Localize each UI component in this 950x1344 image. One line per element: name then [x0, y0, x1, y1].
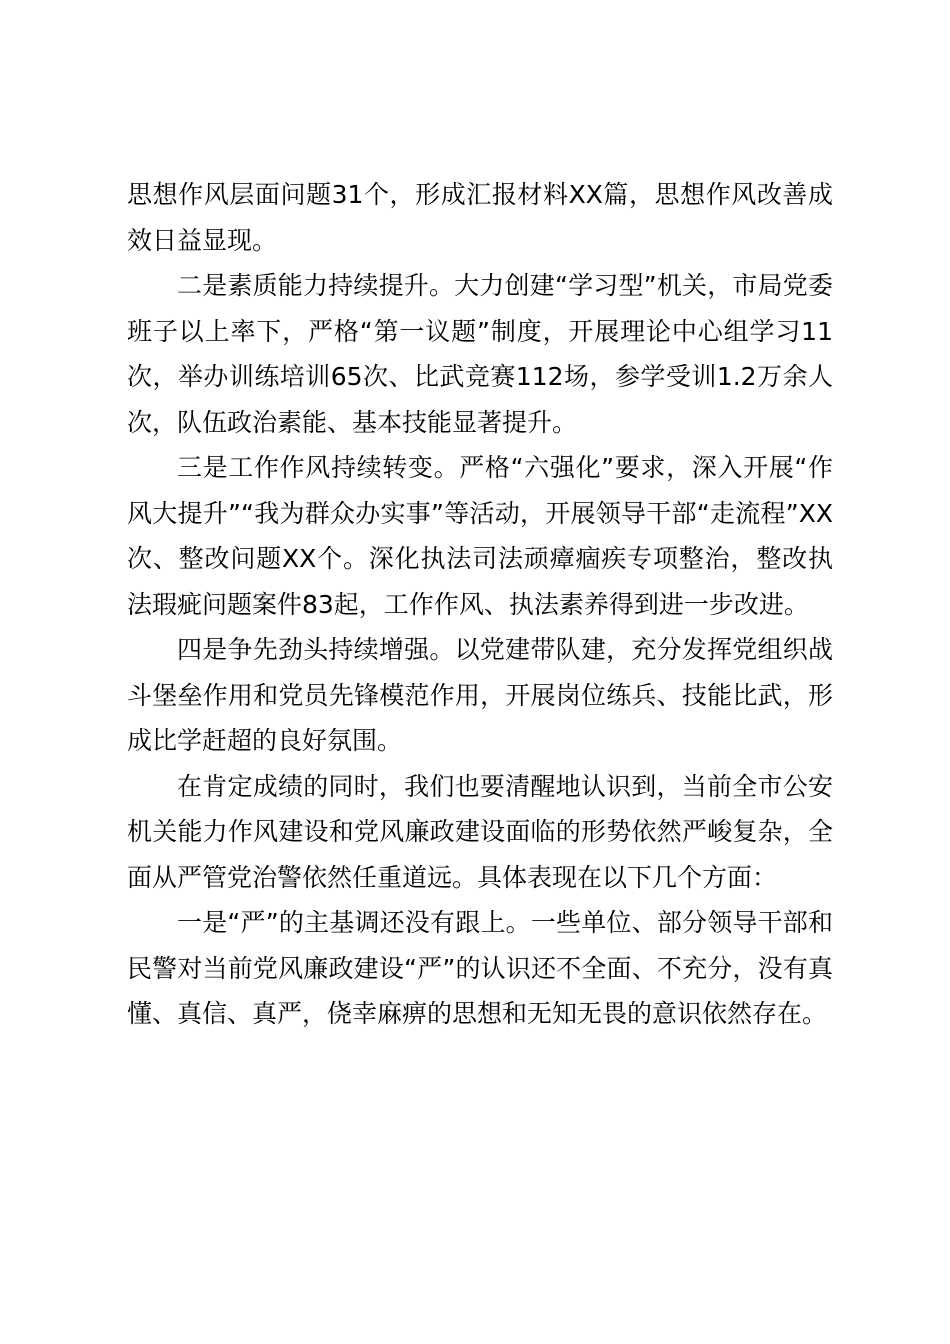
paragraph-2: 二是素质能力持续提升。大力创建“学习型”机关，市局党委班子以上率下，严格“第一议题”制度，开展理论中心组学习11次，举办训练培训65次、比武竞赛112场，参学受训1.2万余人次，队伍政治素能、基本技能显著提升。: [127, 271, 833, 437]
paragraph-6: 一是“严”的主基调还没有跟上。一些单位、部分领导干部和民警对当前党风廉政建设“严”的认识还不全面、不充分，没有真懂、真信、真严，侥幸麻痹的思想和无知无畏的意识依然存在。: [127, 908, 833, 1028]
paragraph-3: 三是工作作风持续转变。严格“六强化”要求，深入开展“作风大提升”“我为群众办实事”等活动，开展领导干部“走流程”XX次、整改问题XX个。深化执法司法顽瘴痼疾专项整治，整改执法瑕疵问题案件83起，工作作风、执法素养得到进一步改进。: [127, 453, 833, 619]
document-page: [127, 172, 833, 1037]
paragraph-1: 思想作风层面问题31个，形成汇报材料XX篇，思想作风改善成效日益显现。: [127, 180, 833, 255]
paragraph-4: 四是争先劲头持续增强。以党建带队建，充分发挥党组织战斗堡垒作用和党员先锋模范作用，开展岗位练兵、技能比武，形成比学赶超的良好氛围。: [127, 635, 833, 755]
paragraph-5: 在肯定成绩的同时，我们也要清醒地认识到，当前全市公安机关能力作风建设和党风廉政建设面临的形势依然严峻复杂，全面从严管党治警依然任重道远。具体表现在以下几个方面：: [127, 771, 833, 892]
